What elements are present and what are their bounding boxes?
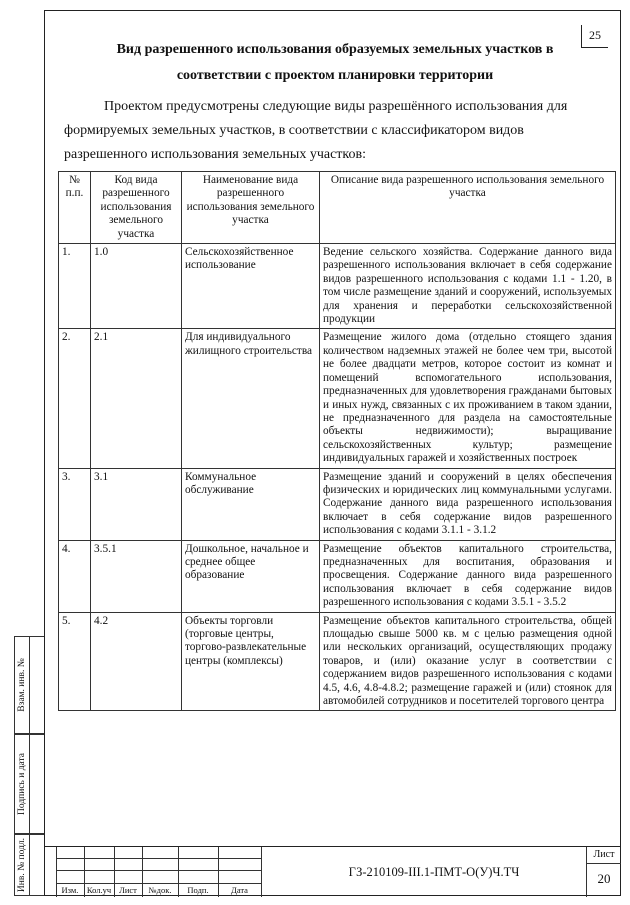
intro-line-1: Проектом предусмотрены следующие виды разрешённого использования для bbox=[104, 99, 568, 114]
col-podp: Подп. bbox=[187, 885, 209, 895]
heading-line-1: Вид разрешенного использования образуемых земельных участков в bbox=[116, 42, 554, 57]
sheet-number: 20 bbox=[597, 871, 611, 886]
table-row bbox=[59, 244, 616, 329]
intro-line-3: разрешенного использования земельных участков: bbox=[64, 147, 366, 162]
col-kol-uch: Кол.уч bbox=[86, 885, 112, 895]
stamp-inv-label: Инв. № подл. bbox=[17, 837, 28, 893]
row-code: 3.1 bbox=[91, 468, 182, 540]
table-header-row bbox=[59, 172, 616, 244]
stamp-podpis bbox=[14, 734, 44, 834]
sheet-label: Лист bbox=[593, 849, 615, 860]
row-name: Объекты торговли (торговые центры, торгово-развлекательные центры (комплексы) bbox=[182, 612, 320, 711]
row-number: 3. bbox=[59, 468, 91, 540]
land-use-table bbox=[58, 171, 616, 711]
header-number: № п.п. bbox=[59, 172, 91, 244]
header-code: Код вида разрешенного использования земельного участка bbox=[91, 172, 182, 244]
table-row bbox=[59, 329, 616, 468]
col-data: Дата bbox=[231, 885, 248, 895]
table-row bbox=[59, 540, 616, 612]
row-code: 4.2 bbox=[91, 612, 182, 711]
document-code: ГЗ-210109-III.1-ПМТ-О(У)Ч.ТЧ bbox=[348, 865, 520, 879]
row-number: 4. bbox=[59, 540, 91, 612]
row-code: 1.0 bbox=[91, 244, 182, 329]
stamp-inv bbox=[14, 834, 44, 896]
intro-line-2: формируемых земельных участков, в соответствии с классификатором видов bbox=[64, 123, 524, 138]
title-block bbox=[44, 846, 621, 896]
row-description: Размещение объектов капитального строительства, общей площадью свыше 5000 кв. м с целью размещения одной или нескольких организаций, осуществляющих продажу товаров, и (или) оказание услуг в соответствии с содержанием видов разрешенного использования с кодами 4.5, 4.6, 4.8-4.8.2; размещение гаражей и (или) стоянок для автомобилей сотрудников и посетителей торгового центра bbox=[320, 612, 616, 711]
row-description: Размещение жилого дома (отдельно стоящего здания количеством надземных этажей не более чем три, высотой не более двадцати метров, которое состоит из комнат и помещений вспомогательного использования, предназначенных для удовлетворения гражданами бытовых и иных нужд, связанных с их проживанием в таком здании, не предназначенного для раздела на самостоятельные объекты недвижимости); выращивание сельскохозяйственных культур; размещение индивидуальных гаражей и хозяйственных построек bbox=[320, 329, 616, 468]
stamp-vzam bbox=[14, 636, 44, 734]
row-code: 2.1 bbox=[91, 329, 182, 468]
top-page-number: 25 bbox=[581, 25, 608, 48]
row-name: Для индивидуального жилищного строительства bbox=[182, 329, 320, 468]
sheet-box bbox=[586, 847, 621, 897]
row-description: Размещение объектов капитального строительства, предназначенных для воспитания, образования и просвещения. Содержание данного вида разрешенного использования включает в себя содержание видов разрешенного использования с кодами 3.5.1 - 3.5.2 bbox=[320, 540, 616, 612]
stamp-vzam-label: Взам. инв. № bbox=[17, 658, 28, 712]
table-row bbox=[59, 468, 616, 540]
row-description: Размещение зданий и сооружений в целях обеспечения физических и юридических лиц коммунальными услугами. Содержание данного вида разрешенного использования включает в себя содержание видов разрешенного использования с кодами 3.1.1 - 3.1.2 bbox=[320, 468, 616, 540]
row-description: Ведение сельского хозяйства. Содержание данного вида разрешенного использования включает в себя содержание видов разрешенного использования с кодами 1.1 - 1.20, в том числе размещение зданий и сооружений, используемых для хранения и переработки сельскохозяйственной продукции bbox=[320, 244, 616, 329]
row-name: Коммунальное обслуживание bbox=[182, 468, 320, 540]
row-number: 1. bbox=[59, 244, 91, 329]
table-row bbox=[59, 612, 616, 711]
row-name: Дошкольное, начальное и среднее общее образование bbox=[182, 540, 320, 612]
col-ndok: №док. bbox=[148, 885, 172, 895]
row-code: 3.5.1 bbox=[91, 540, 182, 612]
col-list: Лист bbox=[119, 885, 137, 895]
row-name: Сельскохозяйственное использование bbox=[182, 244, 320, 329]
row-number: 2. bbox=[59, 329, 91, 468]
col-izm: Изм. bbox=[61, 885, 79, 895]
stamp-podpis-label: Подпись и дата bbox=[17, 752, 28, 816]
row-number: 5. bbox=[59, 612, 91, 711]
heading-line-2: соответствии с проектом планировки территории bbox=[176, 68, 494, 83]
header-description: Описание вида разрешенного использования земельного участка bbox=[320, 172, 616, 244]
header-name: Наименование вида разрешенного использования земельного участка bbox=[182, 172, 320, 244]
